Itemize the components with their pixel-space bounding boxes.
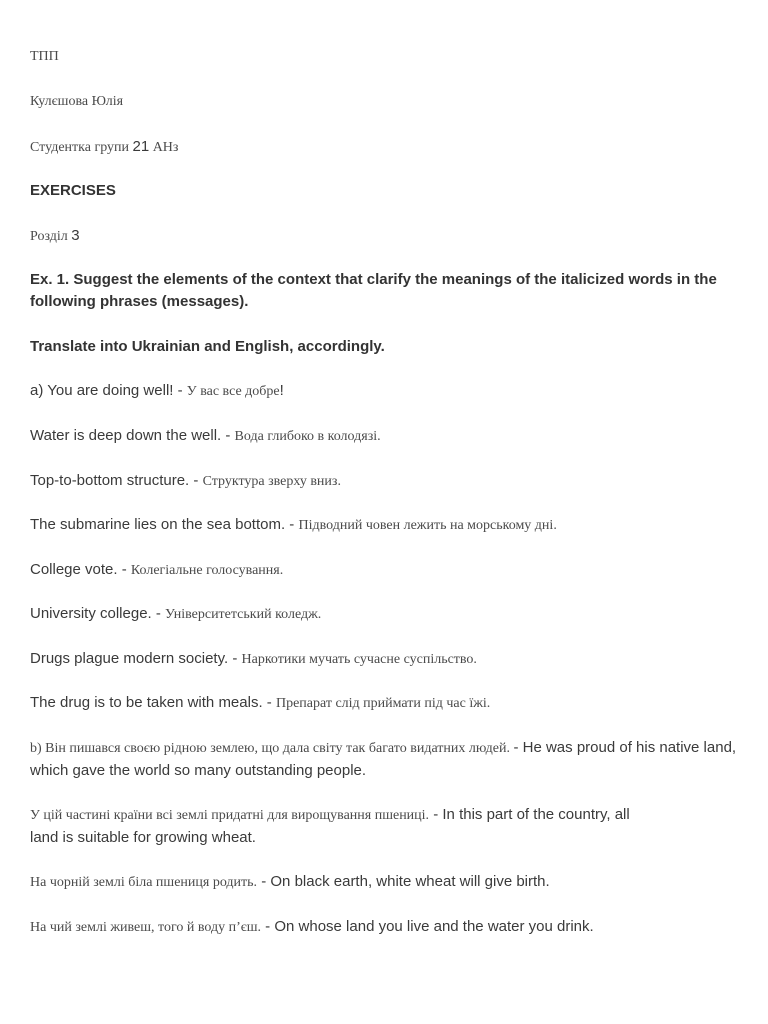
source-phrase: Water is deep down the well. -	[30, 427, 235, 444]
translation-phrase: - He was proud of his native land, which gave the world so many outstanding people.	[30, 739, 737, 779]
translation-phrase: Підводний човен лежить на морському дні.	[298, 518, 557, 533]
student-name: Кулєшова Юлія	[30, 94, 124, 109]
list-item	[30, 648, 738, 671]
translation-phrase: Університетський коледж.	[165, 607, 322, 622]
translation-phrase: Вода глибоко в колодязі.	[234, 429, 381, 444]
student-group-line	[30, 136, 738, 159]
chapter-prefix: Розділ	[30, 229, 72, 244]
course-label: ТПП	[30, 49, 59, 64]
chapter-number: 3	[71, 227, 80, 244]
list-item	[30, 470, 738, 493]
list-item	[30, 380, 738, 403]
exercise-instruction: Translate into Ukrainian and English, accordingly.	[30, 338, 385, 355]
translation-phrase: У вас все добре	[186, 384, 280, 399]
source-phrase: The submarine lies on the sea bottom. -	[30, 516, 299, 533]
translation-phrase: Структура зверху вниз.	[202, 474, 341, 489]
source-phrase: Drugs plague modern society. -	[30, 650, 242, 667]
source-phrase: a) You are doing well! -	[30, 382, 187, 399]
source-phrase: University college. -	[30, 605, 166, 622]
translation-phrase: - On black earth, white wheat will give birth.	[257, 873, 550, 890]
list-item	[30, 603, 738, 626]
translation-phrase: - In this part of the country, all land is suitable for growing wheat.	[30, 806, 630, 846]
exercise-title: Ex. 1. Suggest the elements of the context that clarify the meanings of the italicized words in the following phrases (messages).	[30, 271, 717, 310]
list-item	[30, 692, 738, 715]
source-phrase: На чий землі живеш, того й воду п’єш.	[30, 920, 262, 935]
list-item	[30, 804, 630, 849]
phrase-tail: !	[279, 382, 284, 399]
translation-phrase: - On whose land you live and the water you drink.	[261, 918, 594, 935]
translation-phrase: Наркотики мучать сучасне суспільство.	[241, 652, 477, 667]
group-prefix: Студентка групи	[30, 140, 133, 155]
source-phrase: Top-to-bottom structure. -	[30, 472, 203, 489]
list-item	[30, 425, 738, 448]
source-phrase: b) Він пишався своєю рідною землею, що дала світу так багато видатних людей.	[30, 741, 514, 756]
list-item	[30, 514, 738, 537]
source-phrase: The drug is to be taken with meals. -	[30, 694, 276, 711]
source-phrase: На чорній землі біла пшениця родить.	[30, 875, 258, 890]
chapter-line	[30, 225, 738, 248]
list-item	[30, 871, 738, 894]
source-phrase: College vote. -	[30, 561, 131, 578]
group-number: 21	[132, 138, 150, 155]
group-suffix: АНз	[149, 140, 179, 155]
section-heading: EXERCISES	[30, 182, 116, 199]
list-item	[30, 559, 738, 582]
translation-phrase: Колегіальне голосування.	[130, 563, 284, 578]
translation-phrase: Препарат слід приймати під час їжі.	[275, 696, 491, 711]
source-phrase: У цій частині країни всі землі придатні для вирощування пшениці.	[30, 808, 430, 823]
list-item	[30, 916, 738, 939]
list-item	[30, 737, 738, 782]
